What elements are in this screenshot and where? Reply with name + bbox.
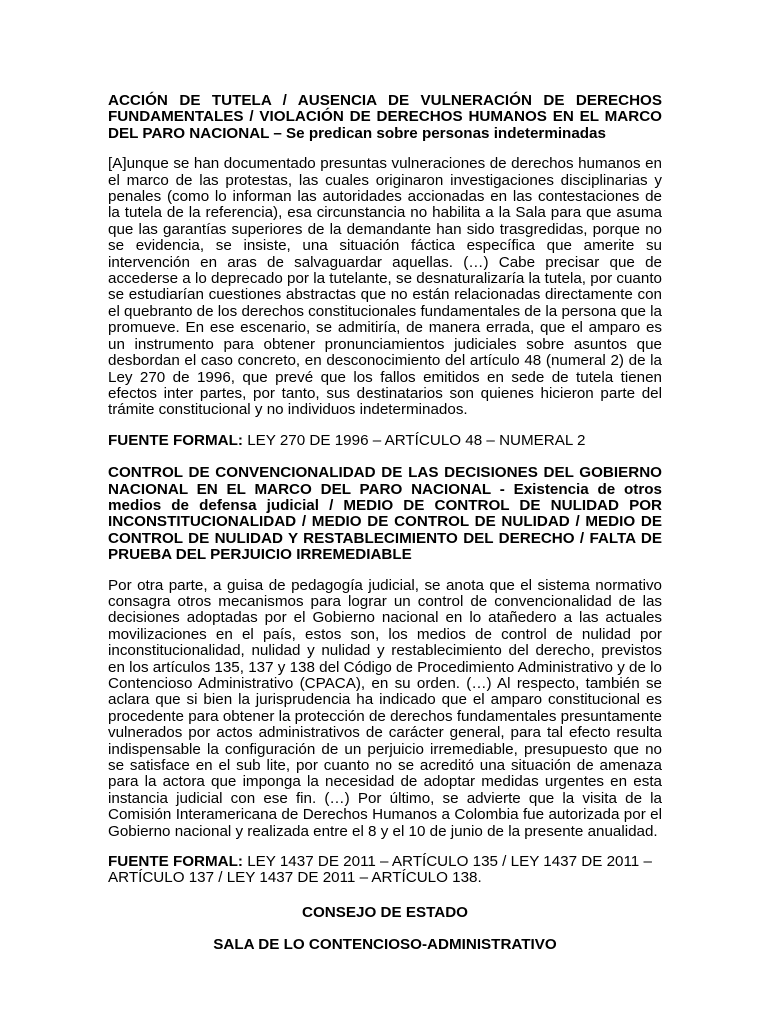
section-2-heading: CONTROL DE CONVENCIONALIDAD DE LAS DECISIONES DEL GOBIERNO NACIONAL EN EL MARCO DEL PARO NACIONAL - Existencia de otros medios de defensa judicial / MEDIO DE CONTROL DE NULIDAD POR INCONSTITUCIONALIDAD / MEDIO DE CONTROL DE NULIDAD / MEDIO DE CONTROL DE NULIDAD Y RESTABLECIMIENTO DEL DERECHO / FALTA DE PRUEBA DEL PERJUICIO IRREMEDIABLE (108, 464, 662, 564)
section-2-source (108, 854, 662, 887)
document-page (108, 93, 662, 954)
institution-title: CONSEJO DE ESTADO (302, 903, 468, 921)
section-2-body: Por otra parte, a guisa de pedagogía judicial, se anota que el sistema normativo consagra otros mecanismos para lograr un control de convencionalidad de las decisiones adoptadas por el Gobierno nacional en lo atañedero a las actuales movilizaciones en el país, estos son, los medios de control de nulidad por inconstitucionalidad, nulidad y nulidad y restablecimiento del derecho, previstos en los artículos 135, 137 y 138 del Código de Procedimiento Administrativo y de lo Contencioso Administrativo (CPACA), en su orden. (…) Al respecto, también se aclara que si bien la jurisprudencia ha indicado que el amparo constitucional es procedente para obtener la protección de derechos fundamentales presuntamente vulnerados por actos administrativos de carácter general, para tal efecto resulta indispensable la configuración de un perjuicio irremediable, presupuesto que no se satisface en el sub lite, por cuanto no se acreditó una situación de amenaza para la actora que imponga la necesidad de adoptar medidas urgentes en esta instancia judicial con ese fin. (…) Por último, se advierte que la visita de la Comisión Interamericana de Derechos Humanos a Colombia fue autorizada por el Gobierno nacional y realizada entre el 8 y el 10 de junio de la presente anualidad. (108, 576, 662, 840)
chamber-title: SALA DE LO CONTENCIOSO-ADMINISTRATIVO (213, 936, 557, 954)
section-1-source-text: LEY 270 DE 1996 – ARTÍCULO 48 – NUMERAL 2 (242, 431, 586, 449)
section-2-source-text: LEY 1437 DE 2011 – ARTÍCULO 135 / LEY 1437 DE 2011 – ARTÍCULO 137 / LEY 1437 DE 2011 – ARTÍCULO 138. (108, 853, 652, 887)
section-1-body: [A]unque se han documentado presuntas vulneraciones de derechos humanos en el marco de las protestas, las cuales originaron investigaciones disciplinarias y penales (como lo informan las autoridades accionadas en las contestaciones de la tutela de la referencia), esa circunstancia no habilita a la Sala para que asuma que las garantías superiores de la demandante han sido trasgredidas, porque no se evidencia, se insiste, una situación fáctica específica que amerite su intervención en aras de salvaguardar aquellas. (…) Cabe precisar que de accederse a lo deprecado por la tutelante, se desnaturalizaría la tutela, por cuanto se estudiarían cuestiones abstractas que no están relacionadas directamente con el quebranto de los derechos constitucionales fundamentales de la persona que la promueve. En ese escenario, se admitiría, de manera errada, que el amparo es un instrumento para obtener pronunciamientos judiciales sobre asuntos que desbordan el caso concreto, en desconocimiento del artículo 48 (numeral 2) de la Ley 270 de 1996, que prevé que los fallos emitidos en sede de tutela tienen efectos inter partes, por tanto, sus destinatarios son quienes hicieron parte del trámite constitucional y no individuos indeterminados. (108, 155, 662, 419)
section-1-source-label: FUENTE FORMAL: (108, 431, 243, 449)
section-1-heading: ACCIÓN DE TUTELA / AUSENCIA DE VULNERACIÓN DE DERECHOS FUNDAMENTALES / VIOLACIÓN DE DERECHOS HUMANOS EN EL MARCO DEL PARO NACIONAL – Se predican sobre personas indeterminadas (108, 92, 662, 142)
section-2-source-label: FUENTE FORMAL: (108, 853, 243, 871)
section-1-source (108, 433, 662, 449)
